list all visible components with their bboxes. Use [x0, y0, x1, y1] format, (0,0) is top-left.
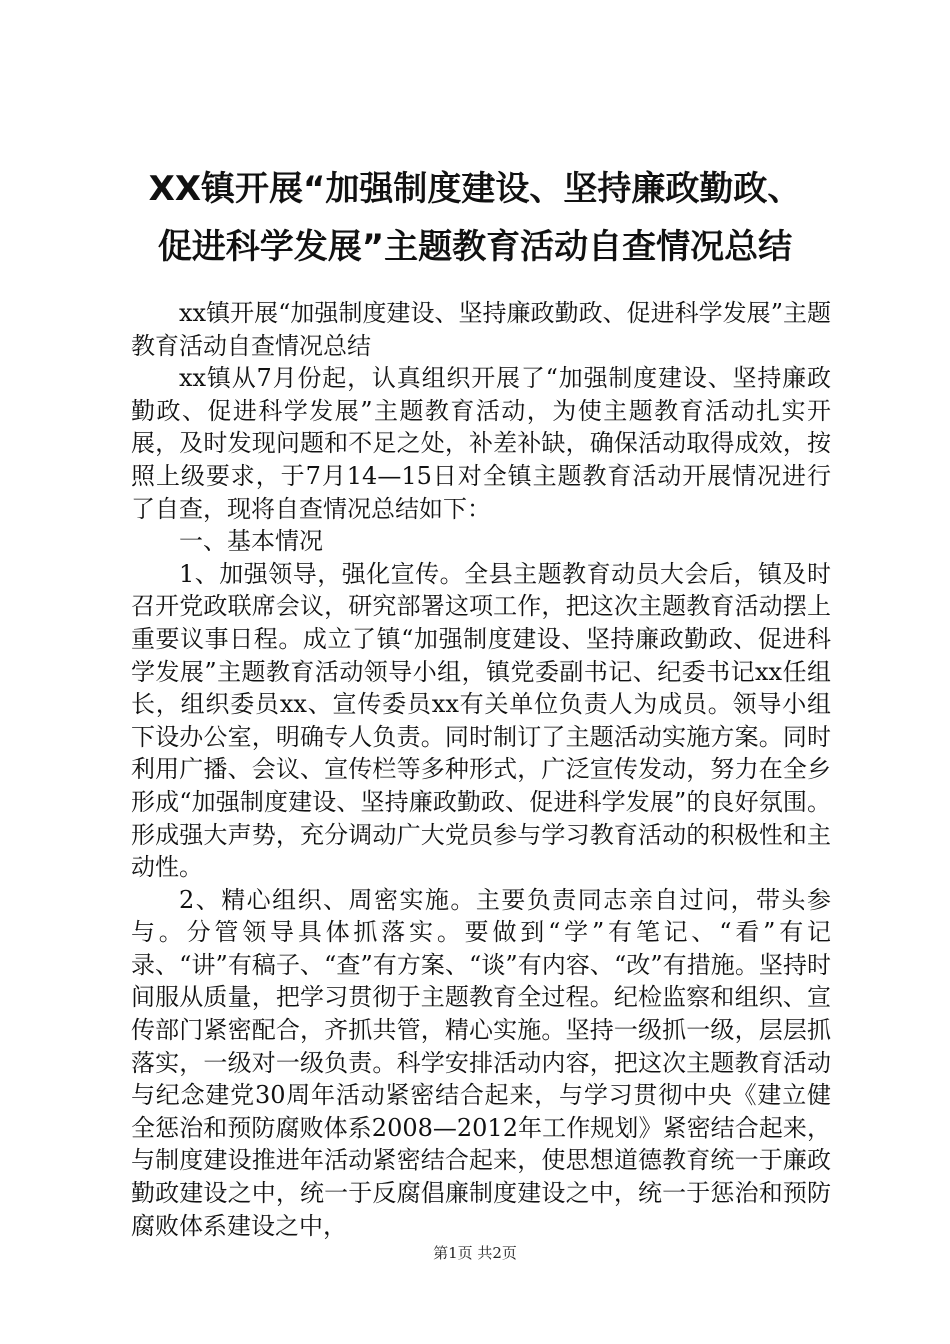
paragraph-item-2: 2、精心组织、周密实施。主要负责同志亲自过问，带头参与。分管领导具体抓落实。要做到“学”有笔记、“看”有记录、“讲”有稿子、“查”有方案、“谈”有内容、“改”有措施。坚持时间服从质量，把学习贯彻于主题教育全过程。纪检监察和组织、宣传部门紧密配合，齐抓共管，精心实施。坚持一级抓一级，层层抓落实，一级对一级负责。科学安排活动内容，把这次主题教育活动与纪念建党30周年活动紧密结合起来，与学习贯彻中央《建立健全惩治和预防腐败体系2008—2012年工作规划》紧密结合起来，与制度建设推进年活动紧密结合起来，使思想道德教育统一于廉政勤政建设之中，统一于反腐倡廉制度建设之中，统一于惩治和预防腐败体系建设之中，	[131, 885, 831, 1240]
section-heading-basic: 一、基本情况	[179, 527, 323, 556]
paragraph-subtitle: xx镇开展“加强制度建设、坚持廉政勤政、促进科学发展”主题教育活动自查情况总结	[131, 299, 831, 360]
paragraph-item-1: 1、加强领导，强化宣传。全县主题教育动员大会后，镇及时召开党政联席会议，研究部署这项工作，把这次主题教育活动摆上重要议事日程。成立了镇“加强制度建设、坚持廉政勤政、促进科学发展”主题教育活动领导小组，镇党委副书记、纪委书记xx任组长，组织委员xx、宣传委员xx有关单位负责人为成员。领导小组下设办公室，明确专人负责。同时制订了主题活动实施方案。同时利用广播、会议、宣传栏等多种形式，广泛宣传发动，努力在全乡形成“加强制度建设、坚持廉政勤政、促进科学发展”的良好氛围。形成强大声势，充分调动广大党员参与学习教育活动的积极性和主动性。	[131, 559, 831, 882]
paragraph-intro: xx镇从7月份起，认真组织开展了“加强制度建设、坚持廉政勤政、促进科学发展”主题教育活动，为使主题教育活动扎实开展，及时发现问题和不足之处，补差补缺，确保活动取得成效，按照上级要求，于7月14—15日对全镇主题教育活动开展情况进行了自查，现将自查情况总结如下：	[131, 364, 831, 523]
page-footer: 第1页 共2页	[433, 1244, 517, 1262]
title-line-2: 促进科学发展”主题教育活动自查情况总结	[157, 227, 793, 267]
title-line-1: XX镇开展“加强制度建设、坚持廉政勤政、	[148, 169, 802, 209]
document-body	[131, 297, 831, 1242]
document-title	[118, 160, 832, 276]
